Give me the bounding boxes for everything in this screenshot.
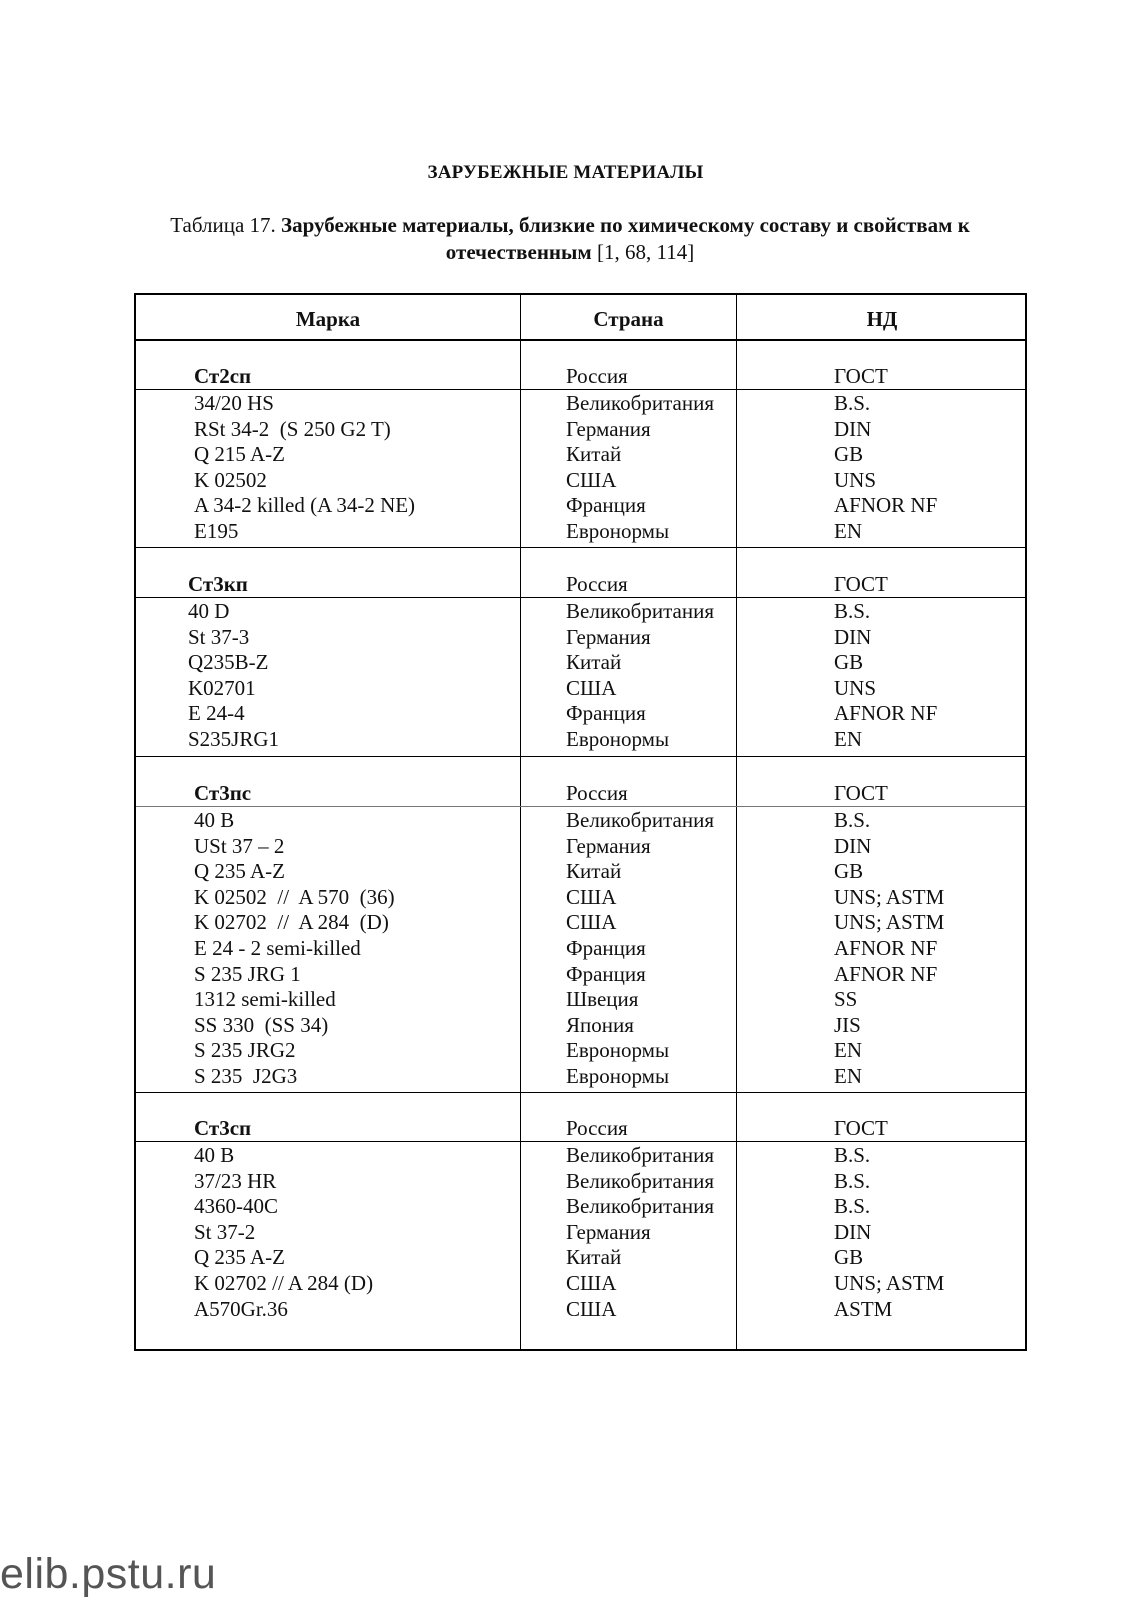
row-divider — [136, 547, 1025, 548]
country-cell: Китай — [566, 650, 622, 675]
country-cell: Китай — [566, 442, 622, 467]
grade-cell: RSt 34-2 (S 250 G2 T) — [194, 416, 391, 441]
grade-cell: 4360-40C — [194, 1194, 278, 1219]
watermark: elib.pstu.ru — [0, 1550, 217, 1598]
grade-cell: E 24 - 2 semi-killed — [194, 936, 361, 960]
standard-cell: UNS — [834, 467, 877, 492]
country-cell: Китай — [566, 1245, 622, 1270]
country-cell: Россия — [566, 781, 628, 805]
grade-cell: E195 — [194, 519, 239, 543]
table-caption — [150, 212, 990, 266]
country-cell: Германия — [566, 833, 651, 858]
standard-cell: DIN — [834, 624, 872, 649]
grade-cell: USt 37 – 2 — [194, 833, 285, 858]
grade-cell: K 02502 — [194, 467, 267, 492]
caption-prefix: Таблица 17. — [170, 213, 282, 237]
country-cell: Великобритания — [566, 391, 714, 415]
country-cell: Германия — [566, 416, 651, 441]
country-cell: Евронормы — [566, 1064, 670, 1088]
column-header-country: Страна — [593, 307, 664, 331]
country-cell: Япония — [566, 1012, 634, 1037]
grade-cell: S 235 JRG2 — [194, 1038, 296, 1063]
standard-cell: UNS; ASTM — [834, 1271, 945, 1295]
standard-cell: ASTM — [834, 1296, 893, 1321]
grade-cell: Q 235 A-Z — [194, 1245, 285, 1270]
grade-cell: K02701 — [188, 675, 256, 700]
grade-cell: A 34-2 killed (A 34-2 NE) — [194, 493, 416, 518]
country-cell: Великобритания — [566, 808, 714, 832]
country-cell: Россия — [566, 364, 628, 388]
standard-cell: JIS — [834, 1012, 861, 1037]
standard-cell: EN — [834, 1038, 862, 1063]
standard-cell: AFNOR NF — [834, 493, 938, 518]
country-cell: Франция — [566, 493, 646, 518]
standard-cell: SS — [834, 987, 858, 1012]
country-cell: Германия — [566, 1219, 651, 1244]
grade-cell: S 235 J2G3 — [194, 1064, 298, 1088]
standard-cell: ГОСТ — [834, 1116, 888, 1140]
grade-cell: SS 330 (SS 34) — [194, 1012, 329, 1037]
standard-cell: GB — [834, 650, 864, 675]
caption-title: Зарубежные материалы, близкие по химическому составу и свойствам к отечественным — [281, 213, 970, 264]
country-cell: Франция — [566, 936, 646, 960]
standard-cell: GB — [834, 859, 864, 884]
standard-cell: DIN — [834, 416, 872, 441]
country-cell: Швеция — [566, 987, 639, 1012]
standard-cell: GB — [834, 442, 864, 467]
country-cell: Евронормы — [566, 727, 670, 751]
grade-cell: E 24-4 — [188, 701, 245, 726]
standard-cell: UNS; ASTM — [834, 910, 945, 935]
grade-cell: 34/20 HS — [194, 391, 274, 415]
row-divider — [136, 1092, 1025, 1093]
grade-cell: S235JRG1 — [188, 727, 280, 751]
standard-cell: EN — [834, 519, 862, 543]
column-header-grade: Марка — [295, 307, 361, 331]
grade-cell: 40 B — [194, 808, 235, 832]
grade-cell: 40 D — [188, 599, 230, 623]
country-cell: Франция — [566, 961, 646, 986]
standard-cell: AFNOR NF — [834, 936, 938, 960]
country-cell: Евронормы — [566, 1038, 670, 1063]
materials-table — [134, 293, 1027, 1351]
standard-cell: B.S. — [834, 391, 871, 415]
grade-cell: 37/23 HR — [194, 1168, 277, 1193]
standard-cell: EN — [834, 1064, 862, 1088]
standard-cell: B.S. — [834, 599, 871, 623]
grade-cell: Q235B-Z — [188, 650, 269, 675]
column-divider — [520, 295, 521, 1349]
country-cell: Германия — [566, 624, 651, 649]
column-header-standard: НД — [866, 307, 898, 331]
standard-cell: B.S. — [834, 1143, 871, 1167]
country-cell: Китай — [566, 859, 622, 884]
grade-cell: Q 215 A-Z — [194, 442, 285, 467]
standard-cell: B.S. — [834, 1194, 871, 1219]
grade-cell: K 02702 // A 284 (D) — [194, 910, 389, 935]
row-divider — [136, 756, 1025, 757]
grade-name: Ст3пс — [194, 781, 252, 805]
country-cell: Франция — [566, 701, 646, 726]
standard-cell: UNS — [834, 675, 877, 700]
grade-cell: St 37-3 — [188, 624, 250, 649]
country-cell: Великобритания — [566, 1194, 714, 1219]
country-cell: США — [566, 910, 617, 935]
standard-cell: GB — [834, 1245, 864, 1270]
standard-cell: B.S. — [834, 808, 871, 832]
standard-cell: AFNOR NF — [834, 701, 938, 726]
country-cell: США — [566, 1296, 617, 1321]
standard-cell: EN — [834, 727, 862, 751]
standard-cell: DIN — [834, 1219, 872, 1244]
country-cell: США — [566, 884, 617, 909]
country-cell: Россия — [566, 572, 628, 596]
country-cell: Великобритания — [566, 599, 714, 623]
standard-cell: B.S. — [834, 1168, 871, 1193]
country-cell: Россия — [566, 1116, 628, 1140]
standard-cell: ГОСТ — [834, 781, 888, 805]
standard-cell: DIN — [834, 833, 872, 858]
page-heading: ЗАРУБЕЖНЫЕ МАТЕРИАЛЫ — [427, 162, 704, 183]
grade-name: Ст3сп — [194, 1116, 252, 1140]
grade-cell: 1312 semi-killed — [194, 987, 336, 1012]
grade-cell: A570Gr.36 — [194, 1296, 288, 1321]
grade-cell: K 02702 // A 284 (D) — [194, 1271, 374, 1295]
grade-cell: S 235 JRG 1 — [194, 961, 301, 986]
country-cell: США — [566, 467, 617, 492]
grade-cell: K 02502 // A 570 (36) — [194, 884, 395, 909]
country-cell: США — [566, 675, 617, 700]
country-cell: Великобритания — [566, 1168, 714, 1193]
grade-name: Ст3кп — [188, 572, 248, 596]
country-cell: Великобритания — [566, 1143, 714, 1167]
standard-cell: AFNOR NF — [834, 961, 938, 986]
column-divider — [736, 295, 737, 1349]
grade-name: Ст2сп — [194, 364, 252, 388]
grade-cell: 40 B — [194, 1143, 235, 1167]
country-cell: США — [566, 1271, 617, 1295]
grade-cell: St 37-2 — [194, 1219, 256, 1244]
standard-cell: ГОСТ — [834, 572, 888, 596]
caption-refs: [1, 68, 114] — [591, 240, 695, 264]
country-cell: Евронормы — [566, 519, 670, 543]
grade-cell: Q 235 A-Z — [194, 859, 285, 884]
standard-cell: UNS; ASTM — [834, 884, 945, 909]
header-divider — [136, 339, 1025, 341]
standard-cell: ГОСТ — [834, 364, 888, 388]
